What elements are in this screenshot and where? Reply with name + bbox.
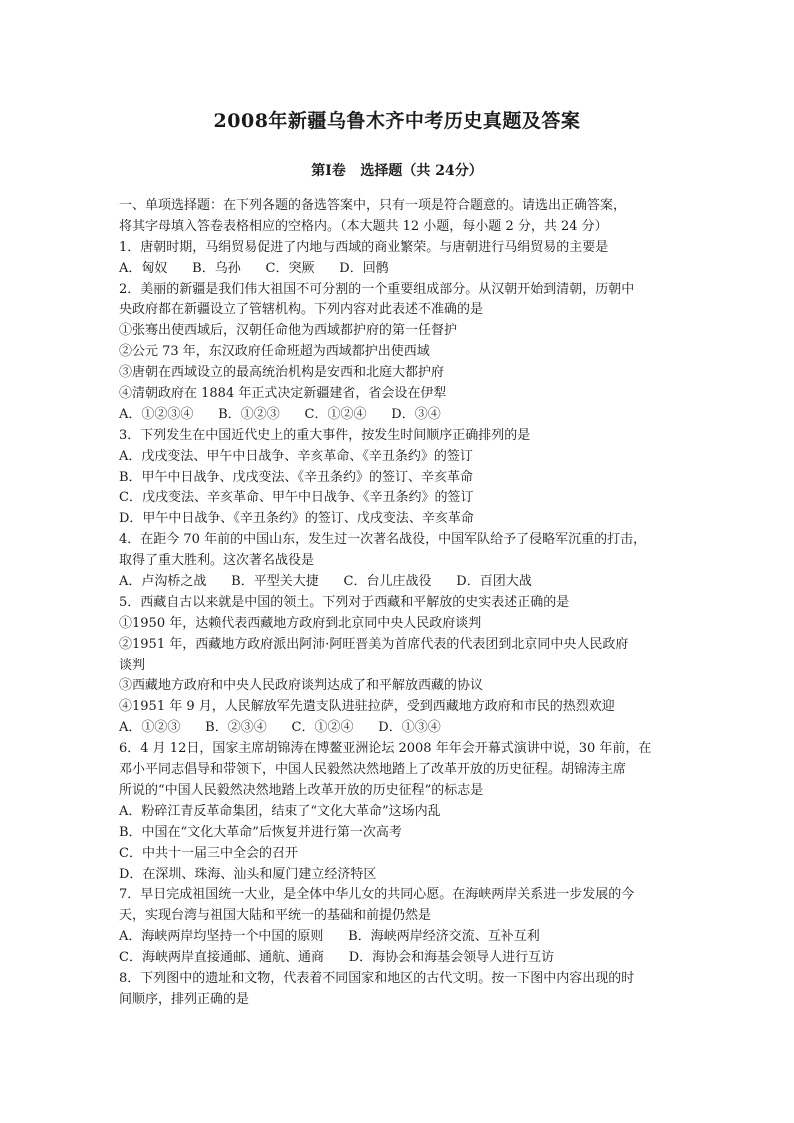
text-line: ④清朝政府在 1884 年正式决定新疆建省，省会设在伊犁 — [119, 386, 447, 402]
text-line: C．海峡两岸直接通邮、通航、通商 D．海协会和海基会领导人进行互访 — [119, 950, 555, 966]
text-line: ①张骞出使西域后，汉朝任命他为西域都护府的第一任督护 — [119, 323, 458, 339]
text-line: ③唐朝在西域设立的最高统治机构是安西和北庭大都护府 — [119, 365, 445, 381]
text-line: 2．美丽的新疆是我们伟大祖国不可分割的一个重要组成部分。从汉朝开始到清朝，历朝中 — [119, 281, 635, 297]
text-line: A．粉碎江青反革命集团，结束了“文化大革命”这场内乱 — [119, 803, 441, 819]
text-line: 天，实现台湾与祖国大陆和平统一的基础和前提仍然是 — [119, 908, 432, 924]
text-line: 3．下列发生在中国近代史上的重大事件，按发生时间顺序正确排列的是 — [119, 427, 531, 443]
text-line: ①1950 年，达赖代表西藏地方政府到北京同中央人民政府谈判 — [119, 615, 482, 631]
text-line: 一、单项选择题：在下列各题的备选答案中，只有一项是符合题意的。请选出正确答案， — [119, 198, 627, 213]
text-line: A．①②③ B．②③④ C．①②④ D．①③④ — [119, 720, 441, 736]
text-line: 5．西藏自古以来就是中国的领土。下列对于西藏和平解放的史实表述正确的是 — [119, 594, 570, 610]
text-line: 1．唐朝时期，马绢贸易促进了内地与西域的商业繁荣。与唐朝进行马绢贸易的主要是 — [119, 239, 609, 255]
text-line: 谈判 — [119, 657, 146, 673]
text-line: C．中共十一届三中全会的召开 — [119, 845, 298, 861]
text-line: 8．下列图中的遗址和文物，代表着不同国家和地区的古代文明。按一下图中内容出现的时 — [119, 970, 635, 986]
text-line: A．海峡两岸均坚持一个中国的原则 B．海峡两岸经济交流、互补互利 — [119, 929, 540, 945]
text-line: A．匈奴 B．乌孙 C．突厥 D．回鹘 — [119, 260, 389, 276]
text-line: D．在深圳、珠海、汕头和厦门建立经济特区 — [119, 866, 377, 882]
text-line: 6．4 月 12日，国家主席胡锦涛在博鳌亚洲论坛 2008 年年会开幕式演讲中说，30 年前，在 — [119, 741, 652, 757]
document-title: 2008年新疆乌鲁木齐中考历史真题及答案 — [213, 110, 581, 132]
text-line: C．戊戌变法、辛亥革命、甲午中日战争、《辛丑条约》的签订 — [119, 490, 474, 506]
text-line: B．甲午中日战争、戊戌变法、《辛丑条约》的签订、辛亥革命 — [119, 469, 474, 485]
text-line: 央政府都在新疆设立了管辖机构。下列内容对此表述不准确的是 — [119, 302, 484, 318]
text-line: ④1951 年 9 月，人民解放军先遣支队进驻拉萨，受到西藏地方政府和市民的热烈欢迎 — [119, 699, 615, 715]
text-line: 7．早日完成祖国统一大业，是全体中华儿女的共同心愿。在海峡两岸关系进一步发展的今 — [119, 887, 635, 903]
text-line: ③西藏地方政府和中央人民政府谈判达成了和平解放西藏的协议 — [119, 678, 484, 694]
text-line: 将其字母填入答卷表格相应的空格内。（本大题共 12 小题，每小题 2 分，共 24 分） — [119, 218, 608, 234]
text-line: 所说的“中国人民毅然决然地踏上改革开放的历史征程”的标志是 — [119, 782, 484, 798]
text-line: A．①②③④ B．①②③ C．①②④ D．③④ — [119, 406, 441, 422]
section-title: 第Ⅰ卷 选择题（共 24分） — [311, 163, 483, 179]
text-line: D．甲午中日战争、《辛丑条约》的签订、戊戌变法、辛亥革命 — [119, 511, 474, 527]
text-line: A．卢沟桥之战 B．平型关大捷 C．台儿庄战役 D．百团大战 — [119, 574, 532, 590]
text-line: 邓小平同志倡导和带领下，中国人民毅然决然地踏上了改革开放的历史征程。胡锦涛主席 — [119, 762, 627, 778]
text-line: ②公元 73 年，东汉政府任命班超为西域都护出使西域 — [119, 344, 430, 360]
text-line: 间顺序，排列正确的是 — [119, 991, 250, 1007]
text-line: 4．在距今 70 年前的中国山东，发生过一次著名战役，中国军队给予了侵略军沉重的打击， — [119, 532, 647, 548]
question-body — [119, 196, 679, 1011]
text-line: ②1951 年，西藏地方政府派出阿沛·阿旺晋美为首席代表的代表团到北京同中央人民政府 — [119, 636, 629, 652]
text-line: 取得了重大胜利。这次著名战役是 — [119, 553, 315, 569]
text-line: A．戊戌变法、甲午中日战争、辛亥革命、《辛丑条约》的签订 — [119, 448, 473, 464]
text-line: B．中国在“文化大革命”后恢复并进行第一次高考 — [119, 824, 402, 840]
